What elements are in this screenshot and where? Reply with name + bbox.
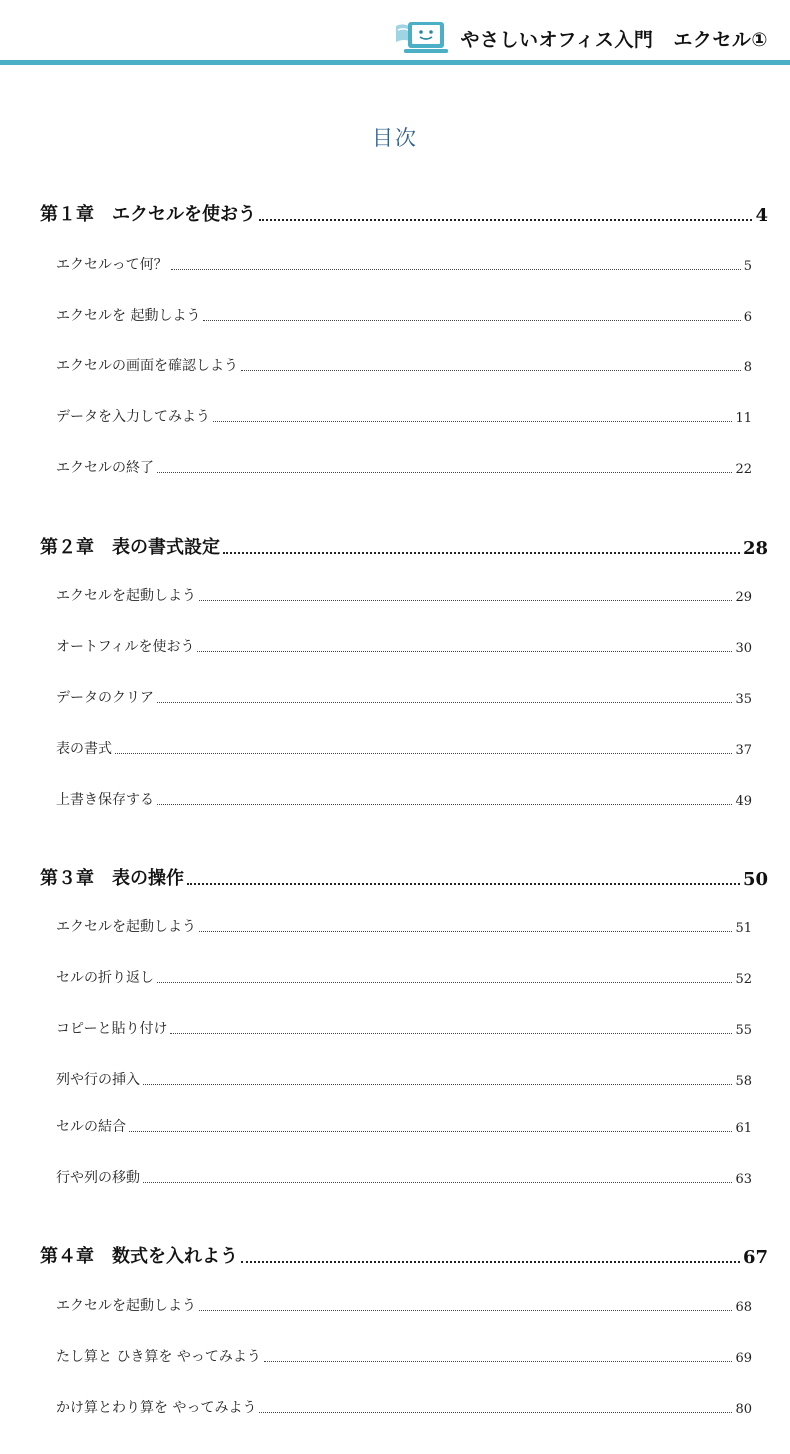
- entry-page-number: 52: [735, 972, 752, 987]
- entry-title: データを入力してみよう: [56, 409, 210, 425]
- dot-leader: [143, 1182, 732, 1183]
- dot-leader: [157, 702, 732, 703]
- entry-page-number: 8: [743, 360, 752, 375]
- page-title: 目次: [372, 126, 418, 150]
- dot-leader: [171, 269, 741, 270]
- toc-entry[interactable]: [56, 914, 752, 936]
- dot-leader: [241, 370, 741, 371]
- entry-title: エクセルを起動しよう: [56, 588, 196, 604]
- header-rule: [0, 60, 790, 65]
- dot-leader: [157, 472, 732, 473]
- entry-page-number: 29: [735, 590, 752, 605]
- toc-entry[interactable]: [56, 404, 752, 426]
- entry-page-number: 5: [743, 259, 752, 274]
- entry-title: 行や列の移動: [56, 1170, 140, 1186]
- entry-title: セルの折り返し: [56, 970, 154, 986]
- toc-entry[interactable]: [56, 252, 752, 274]
- dot-leader: [199, 931, 732, 932]
- chapter-4-heading[interactable]: [40, 1238, 768, 1268]
- dot-leader: [170, 1033, 732, 1034]
- entry-page-number: 35: [735, 692, 752, 707]
- toc-entry[interactable]: [56, 1395, 752, 1417]
- toc-entry[interactable]: [56, 303, 752, 325]
- entry-title: 列や行の挿入: [56, 1072, 140, 1088]
- toc-entry[interactable]: [56, 1016, 752, 1038]
- entry-title: オートフィルを使おう: [56, 639, 195, 655]
- toc-entry[interactable]: [56, 634, 752, 656]
- chapter-3-heading[interactable]: [40, 860, 768, 890]
- dot-leader: [223, 552, 740, 554]
- entry-page-number: 80: [735, 1402, 752, 1417]
- dot-leader: [187, 883, 740, 885]
- dot-leader: [203, 320, 740, 321]
- dot-leader: [115, 753, 732, 754]
- toc-entry[interactable]: [56, 455, 752, 477]
- chapter-title: 第４章 数式を入れよう: [40, 1246, 238, 1267]
- entry-page-number: 37: [735, 743, 752, 758]
- entry-title: コピーと貼り付け: [56, 1021, 168, 1037]
- toc-entry[interactable]: [56, 1344, 752, 1366]
- dot-leader: [264, 1361, 733, 1362]
- toc-entry[interactable]: [56, 1067, 752, 1089]
- header-brand: [394, 20, 768, 56]
- entry-page-number: 49: [735, 794, 752, 809]
- toc-entry[interactable]: [56, 787, 752, 809]
- toc-entry[interactable]: [56, 1114, 752, 1136]
- entry-page-number: 11: [735, 411, 752, 426]
- dot-leader: [241, 1261, 740, 1263]
- entry-title: エクセルの画面を確認しよう: [56, 358, 238, 374]
- entry-title: エクセルって何？: [56, 257, 168, 273]
- dot-leader: [157, 804, 732, 805]
- chapter-title: 第３章 表の操作: [40, 868, 184, 889]
- toc-entry[interactable]: [56, 736, 752, 758]
- chapter-page-number: 4: [755, 205, 768, 226]
- entry-title: 表の書式: [56, 741, 112, 757]
- entry-page-number: 61: [735, 1121, 752, 1136]
- chapter-page-number: 28: [742, 538, 768, 559]
- toc-entry[interactable]: [56, 685, 752, 707]
- entry-page-number: 58: [735, 1074, 752, 1089]
- entry-title: 上書き保存する: [56, 792, 154, 808]
- entry-page-number: 55: [735, 1023, 752, 1038]
- dot-leader: [143, 1084, 732, 1085]
- brand-subtitle: エクセル①: [673, 28, 768, 51]
- entry-title: セルの結合: [56, 1119, 126, 1135]
- entry-page-number: 22: [735, 462, 752, 477]
- toc-entry[interactable]: [56, 1165, 752, 1187]
- entry-page-number: 6: [743, 310, 752, 325]
- dot-leader: [129, 1131, 732, 1132]
- chapter-page-number: 67: [742, 1247, 768, 1268]
- entry-title: データのクリア: [56, 690, 154, 706]
- toc-entry[interactable]: [56, 353, 752, 375]
- entry-title: かけ算とわり算を やってみよう: [56, 1400, 257, 1416]
- entry-title: たし算と ひき算を やってみよう: [56, 1349, 261, 1365]
- entry-page-number: 68: [735, 1300, 752, 1315]
- smiling-computer-icon: [394, 20, 452, 56]
- dot-leader: [259, 219, 752, 221]
- entry-title: エクセルの終了: [56, 460, 154, 476]
- dot-leader: [199, 600, 732, 601]
- entry-page-number: 51: [735, 921, 752, 936]
- entry-page-number: 69: [735, 1351, 752, 1366]
- chapter-1-heading[interactable]: [40, 196, 768, 226]
- entry-title: エクセルを 起動しよう: [56, 308, 201, 324]
- brand-name: やさしいオフィス入門: [460, 28, 654, 51]
- entry-title: エクセルを起動しよう: [56, 1298, 196, 1314]
- entry-title: エクセルを起動しよう: [56, 919, 196, 935]
- chapter-title: 第１章 エクセルを使おう: [40, 204, 256, 225]
- dot-leader: [259, 1412, 732, 1413]
- dot-leader: [199, 1310, 732, 1311]
- toc-entry[interactable]: [56, 1293, 752, 1315]
- brand-title: [460, 25, 768, 52]
- dot-leader: [197, 651, 732, 652]
- toc-entry[interactable]: [56, 583, 752, 605]
- chapter-title: 第２章 表の書式設定: [40, 537, 220, 558]
- dot-leader: [213, 421, 732, 422]
- chapter-2-heading[interactable]: [40, 529, 768, 559]
- entry-page-number: 63: [735, 1172, 752, 1187]
- toc-entry[interactable]: [56, 965, 752, 987]
- entry-page-number: 30: [735, 641, 752, 656]
- dot-leader: [157, 982, 732, 983]
- chapter-page-number: 50: [742, 869, 768, 890]
